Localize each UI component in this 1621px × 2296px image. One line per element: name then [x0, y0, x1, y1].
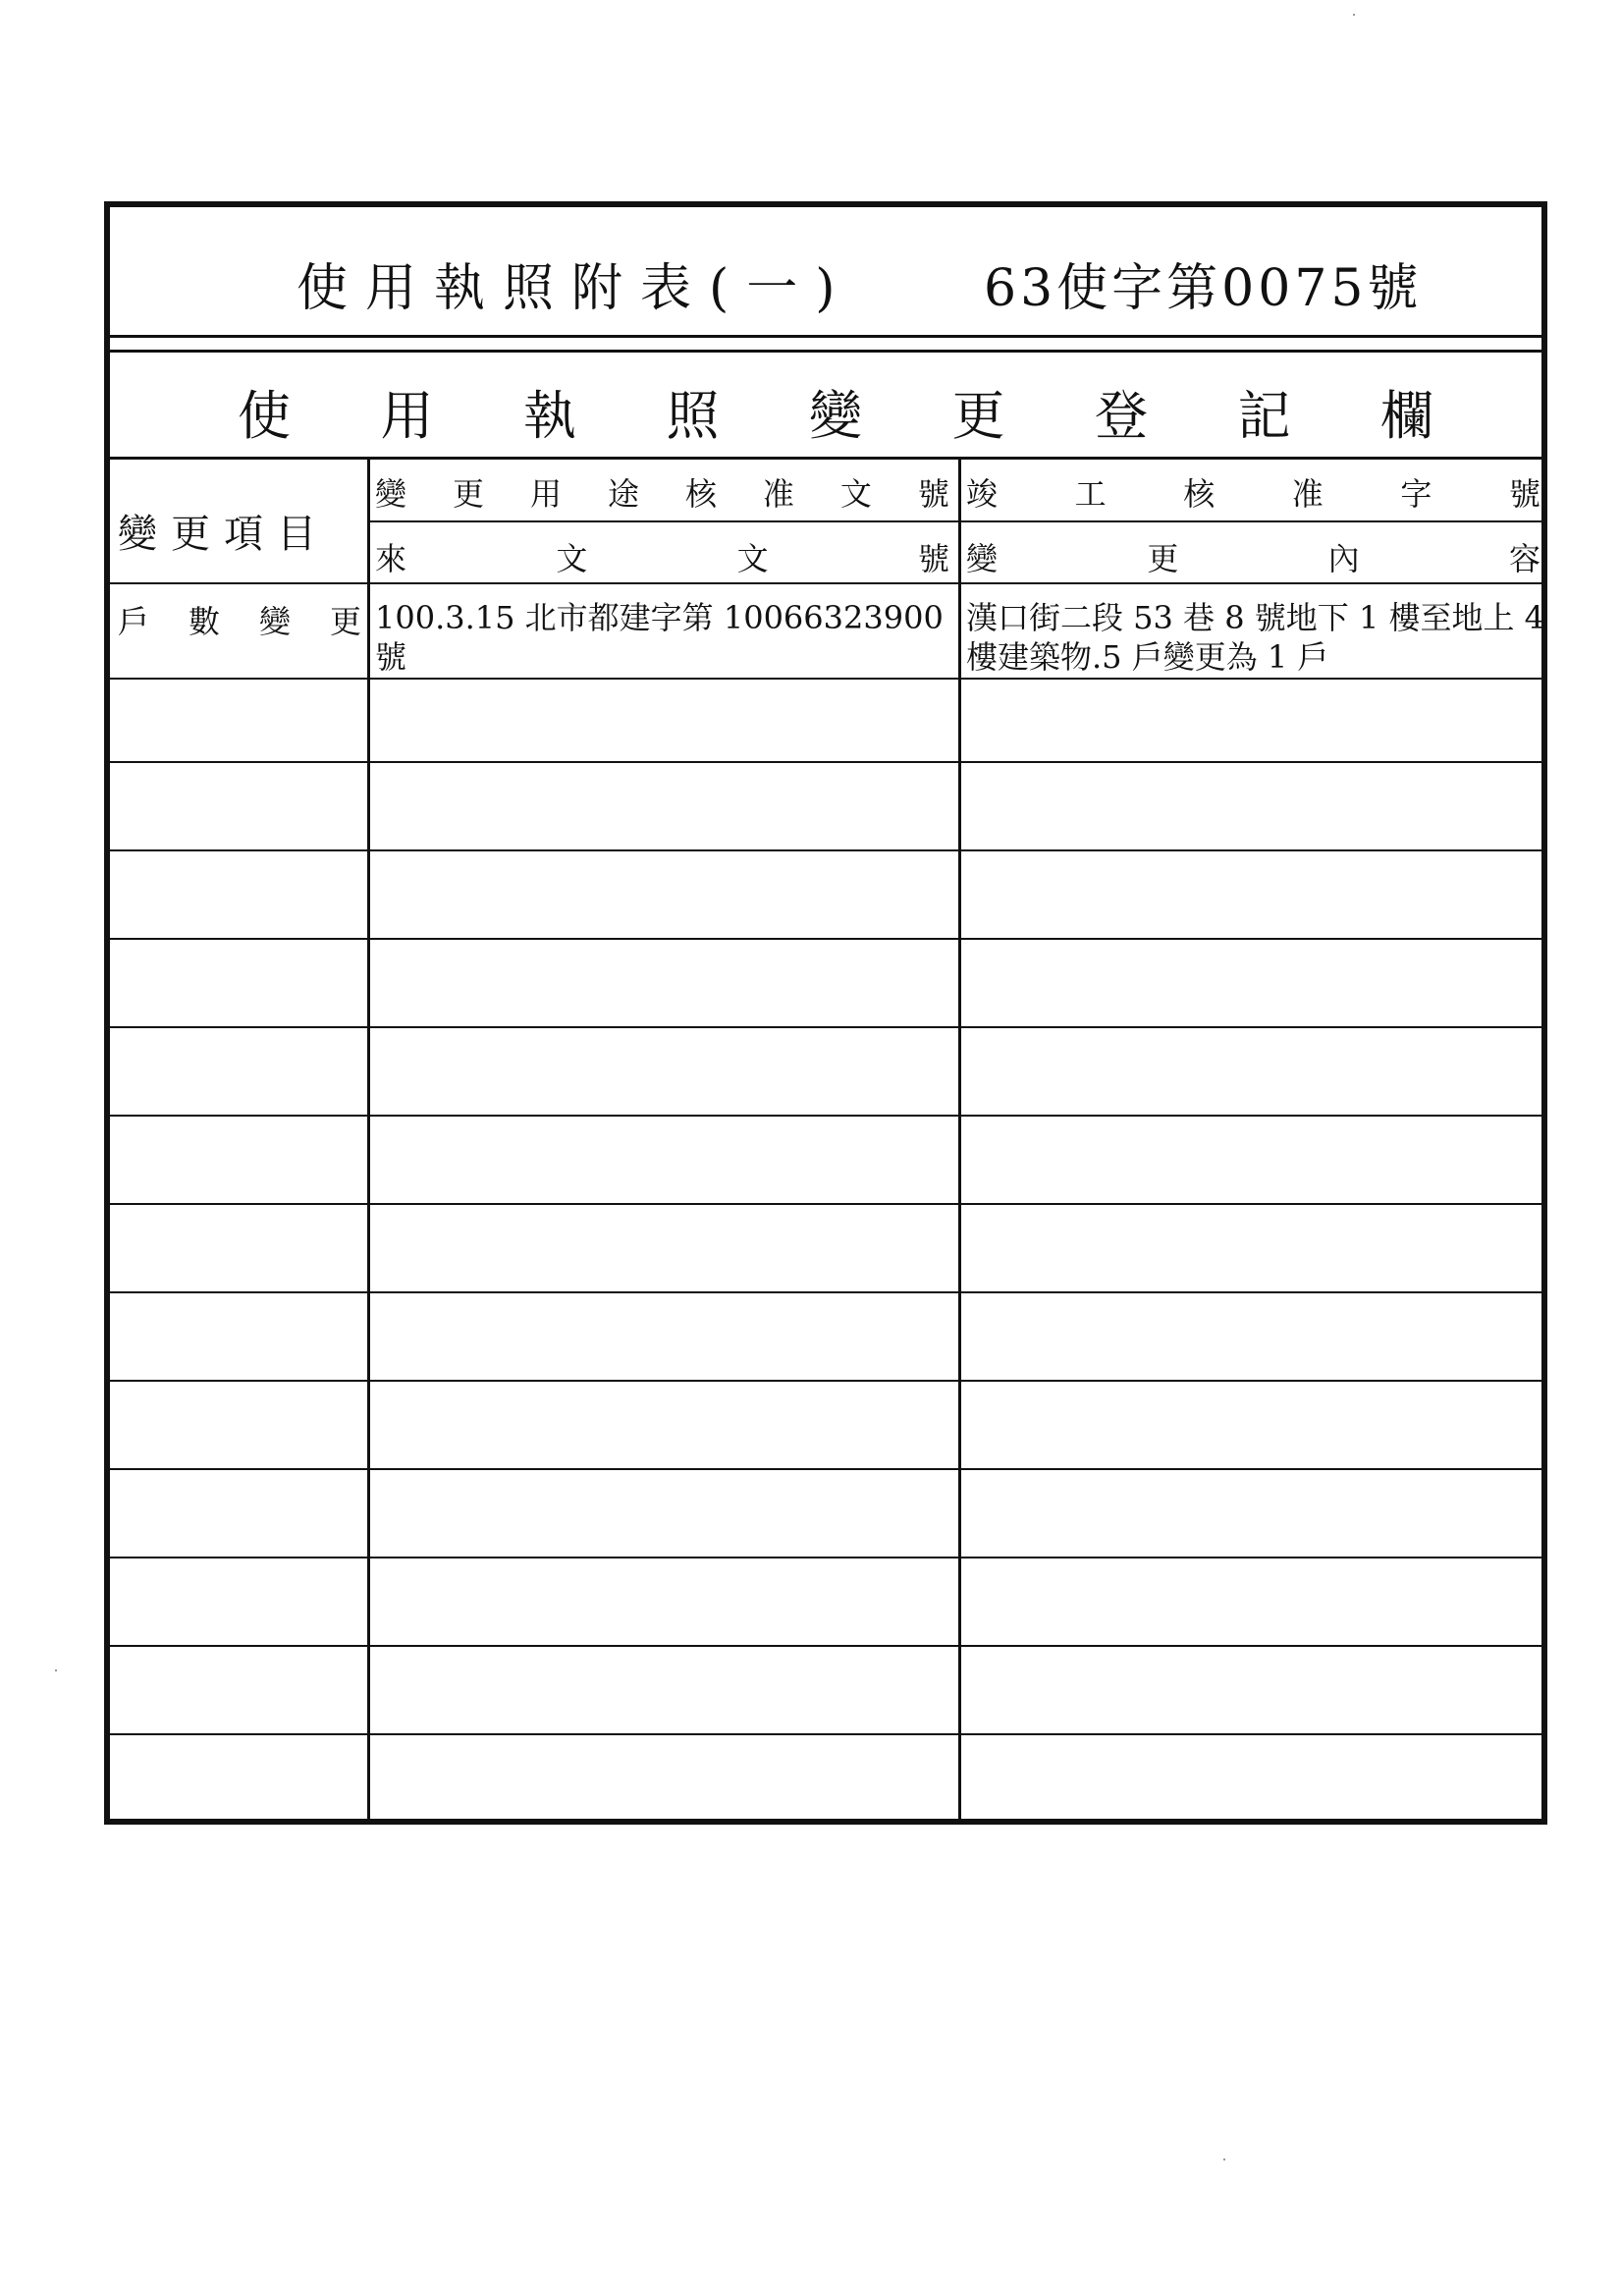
header-char: 竣	[966, 475, 999, 513]
row-line	[110, 1026, 1541, 1028]
row-line	[110, 1645, 1541, 1647]
header-char: 變	[966, 540, 999, 577]
header-char: 容	[1508, 540, 1540, 577]
header-char: 核	[684, 475, 717, 513]
header-subline	[367, 520, 1541, 522]
header-char: 字	[1400, 475, 1432, 513]
item-char: 變	[258, 603, 291, 640]
title-row	[110, 207, 1541, 338]
header-char: 核	[1183, 475, 1216, 513]
header-char: 途	[607, 475, 639, 513]
row-line	[110, 1733, 1541, 1735]
header-char: 工	[1074, 475, 1107, 513]
heading-char: 照	[666, 385, 720, 447]
approval-number-line: 號	[375, 638, 407, 676]
header-char: 變	[375, 475, 407, 513]
header-char: 更	[1147, 540, 1179, 577]
header-char: 用	[529, 475, 562, 513]
heading-char: 更	[951, 385, 1005, 447]
heading-char: 執	[523, 385, 576, 447]
form-title: 使用執照附表(一)	[297, 259, 853, 318]
row-line	[110, 1557, 1541, 1558]
row-line	[110, 849, 1541, 851]
heading-char: 欄	[1380, 385, 1433, 447]
heading-char: 變	[809, 385, 862, 447]
row-line	[110, 1380, 1541, 1382]
row-line	[110, 1468, 1541, 1470]
row-line	[110, 761, 1541, 763]
item-cell	[118, 597, 361, 642]
change-content-header	[966, 534, 1540, 579]
item-char: 更	[329, 603, 361, 640]
heading-char: 用	[380, 385, 434, 447]
completion-header	[966, 469, 1540, 515]
header-char: 准	[762, 475, 794, 513]
approval-header	[375, 469, 949, 515]
header-char: 文	[839, 475, 872, 513]
scan-speck	[55, 1669, 57, 1671]
row-line	[110, 678, 1541, 680]
column-divider	[958, 460, 961, 1819]
header-char: 號	[917, 475, 949, 513]
row-line	[110, 1291, 1541, 1293]
header-char: 更	[452, 475, 484, 513]
section-heading	[238, 374, 1433, 450]
header-bottom-line	[110, 582, 1541, 584]
scan-speck	[1353, 14, 1355, 16]
row-line	[110, 938, 1541, 940]
header-char: 來	[375, 540, 407, 577]
change-content-line: 樓建築物.5 戶變更為 1 戶	[966, 638, 1329, 676]
header-char: 文	[736, 540, 769, 577]
approval-number-line: 100.3.15 北市都建字第 10066323900	[375, 599, 944, 636]
registration-form	[104, 201, 1547, 1825]
header-char: 號	[917, 540, 949, 577]
change-content-line: 漢口街二段 53 巷 8 號地下 1 樓至地上 4	[966, 599, 1545, 636]
item-char: 戶	[118, 603, 150, 640]
item-char: 數	[188, 603, 220, 640]
header-char: 號	[1508, 475, 1540, 513]
scan-speck	[1223, 2159, 1225, 2160]
heading-char: 記	[1237, 385, 1291, 447]
permit-number: 63使字第0075號	[984, 259, 1423, 318]
change-table	[110, 460, 1545, 1819]
heading-char: 使	[238, 385, 291, 447]
incoming-doc-header	[375, 534, 949, 579]
header-char: 內	[1327, 540, 1360, 577]
item-header: 變更項目	[118, 512, 330, 557]
column-divider	[367, 460, 370, 1819]
header-char: 准	[1291, 475, 1324, 513]
row-line	[110, 1203, 1541, 1205]
row-line	[110, 1115, 1541, 1117]
header-char: 文	[556, 540, 588, 577]
heading-row	[110, 350, 1541, 460]
heading-char: 登	[1095, 385, 1148, 447]
